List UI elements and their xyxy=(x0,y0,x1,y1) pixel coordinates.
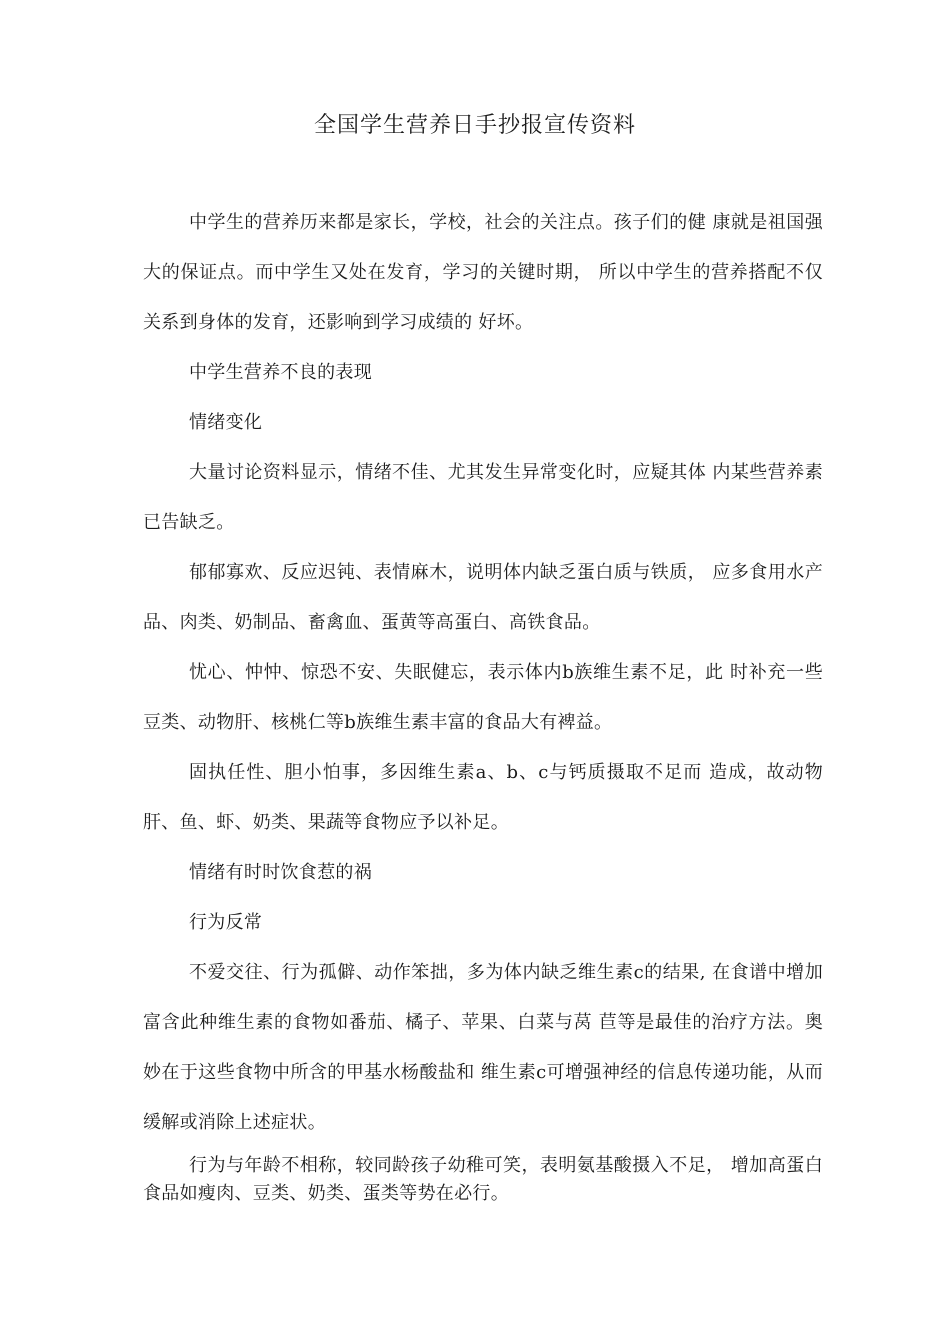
section-heading-malnutrition: 中学生营养不良的表现 xyxy=(189,362,372,383)
subheading-emotion-change: 情绪变化 xyxy=(189,412,263,433)
subheading-abnormal-behavior: 行为反常 xyxy=(189,912,263,933)
paragraph-amino-acid: 行为与年龄不相称，较同龄孩子幼稚可笑，表明氨基酸摄入不足， 增加高蛋白食品如瘦肉、豆类、奶类、蛋类等势在必行。 xyxy=(143,1155,823,1204)
document-body xyxy=(143,198,823,1208)
paragraph-vitamin-c: 不爱交往、行为孤僻、动作笨拙，多为体内缺乏维生素c的结果, 在食谱中增加富含此种维生素的食物如番茄、橘子、苹果、白菜与莴 苣等是最佳的治疗方法。奥妙在于这些食物中所含的甲基水杨酸盐和 维生素c可增强神经的信息传递功能，从而缓解或消除上述症状。 xyxy=(143,962,823,1133)
paragraph-intro: 中学生的营养历来都是家长，学校，社会的关注点。孩子们的健 康就是祖国强大的保证点。而中学生又处在发育，学习的关键时期， 所以中学生的营养搭配不仅关系到身体的发育，还影响到学习成绩的 好坏。 xyxy=(143,212,823,333)
document-title: 全国学生营养日手抄报宣传资料 xyxy=(313,113,636,138)
paragraph-protein-iron: 郁郁寡欢、反应迟钝、表情麻木，说明体内缺乏蛋白质与铁质， 应多食用水产品、肉类、奶制品、畜禽血、蛋黄等高蛋白、高铁食品。 xyxy=(143,562,823,633)
paragraph-vitamin-abc-calcium: 固执任性、胆小怕事，多因维生素a、b、c与钙质摄取不足而 造成，故动物肝、鱼、虾、奶类、果蔬等食物应予以补足。 xyxy=(143,762,823,833)
paragraph-emotion-research: 大量讨论资料显示，情绪不佳、尤其发生异常变化时，应疑其体 内某些营养素已告缺乏。 xyxy=(143,462,823,533)
subheading-diet-cause: 情绪有时时饮食惹的祸 xyxy=(189,862,372,883)
paragraph-vitamin-b: 忧心、忡忡、惊恐不安、失眠健忘，表示体内b族维生素不足，此 时补充一些豆类、动物肝、核桃仁等b族维生素丰富的食品大有裨益。 xyxy=(143,662,823,733)
